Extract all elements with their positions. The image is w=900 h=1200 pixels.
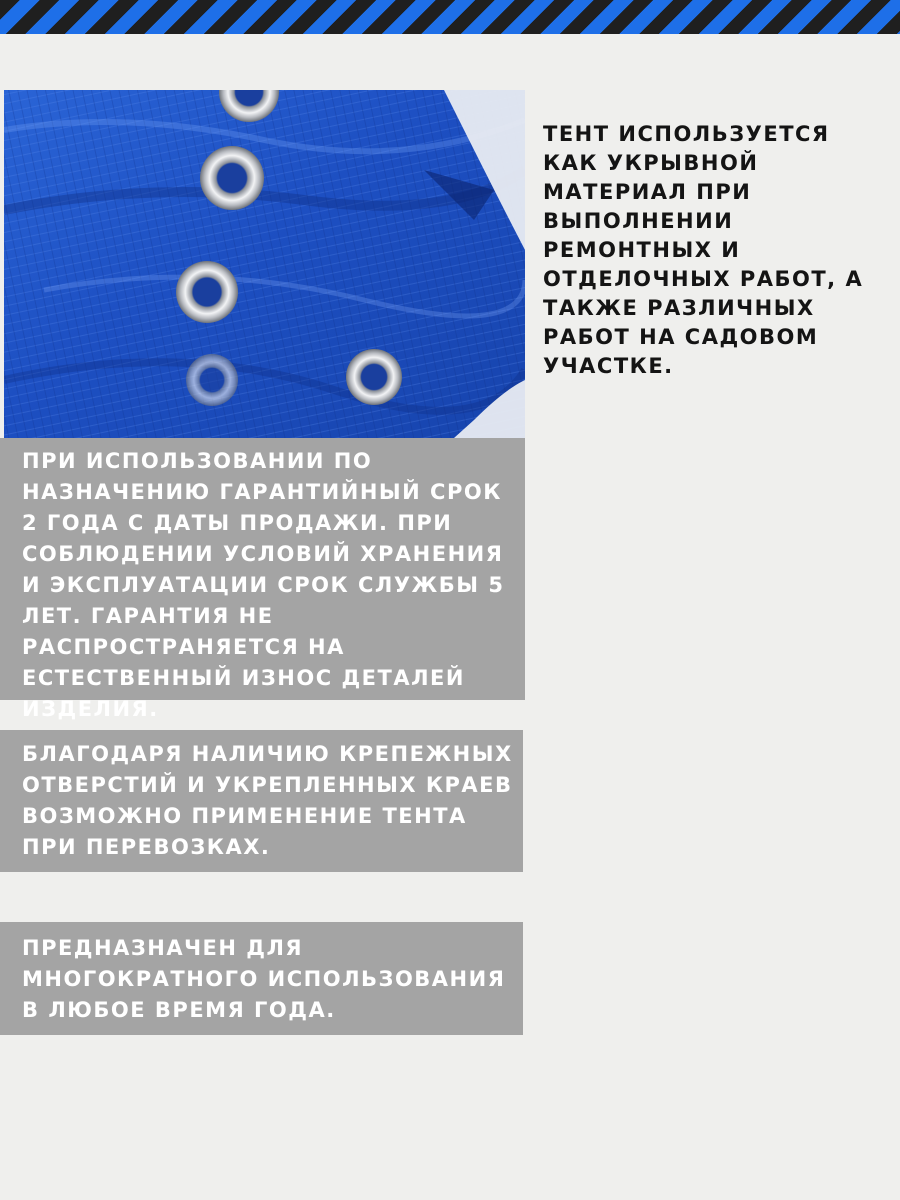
reuse-text: ПРЕДНАЗНАЧЕН ДЛЯ МНОГОКРАТНОГО ИСПОЛЬЗОВАНИЯ В ЛЮБОЕ ВРЕМЯ ГОДА. xyxy=(22,936,506,1022)
transport-panel xyxy=(0,730,523,872)
reuse-panel xyxy=(0,922,523,1035)
usage-description: ТЕНТ ИСПОЛЬЗУЕТСЯ КАК УКРЫВНОЙ МАТЕРИАЛ ПРИ ВЫПОЛНЕНИИ РЕМОНТНЫХ И ОТДЕЛОЧНЫХ РАБОТ, А ТАКЖЕ РАЗЛИЧНЫХ РАБОТ НА САДОВОМ УЧАСТКЕ. xyxy=(543,122,864,378)
warranty-text: ПРИ ИСПОЛЬЗОВАНИИ ПО НАЗНАЧЕНИЮ ГАРАНТИЙНЫЙ СРОК 2 ГОДА С ДАТЫ ПРОДАЖИ. ПРИ СОБЛЮДЕНИИ УСЛОВИЙ ХРАНЕНИЯ И ЭКСПЛУАТАЦИИ СРОК СЛУЖБЫ 5 ЛЕТ. ГАРАНТИЯ НЕ РАСПРОСТРАНЯЕТСЯ НА ЕСТЕСТВЕННЫЙ ИЗНОС ДЕТАЛЕЙ ИЗДЕЛИЯ. xyxy=(22,449,505,721)
warranty-panel xyxy=(0,438,525,721)
transport-text: БЛАГОДАРЯ НАЛИЧИЮ КРЕПЕЖНЫХ ОТВЕРСТИЙ И УКРЕПЛЕННЫХ КРАЕВ ВОЗМОЖНО ПРИМЕНЕНИЕ ТЕНТА ПРИ ПЕРЕВОЗКАХ. xyxy=(22,742,513,859)
tarp-photo xyxy=(4,90,525,438)
hazard-stripe-header xyxy=(0,0,900,34)
